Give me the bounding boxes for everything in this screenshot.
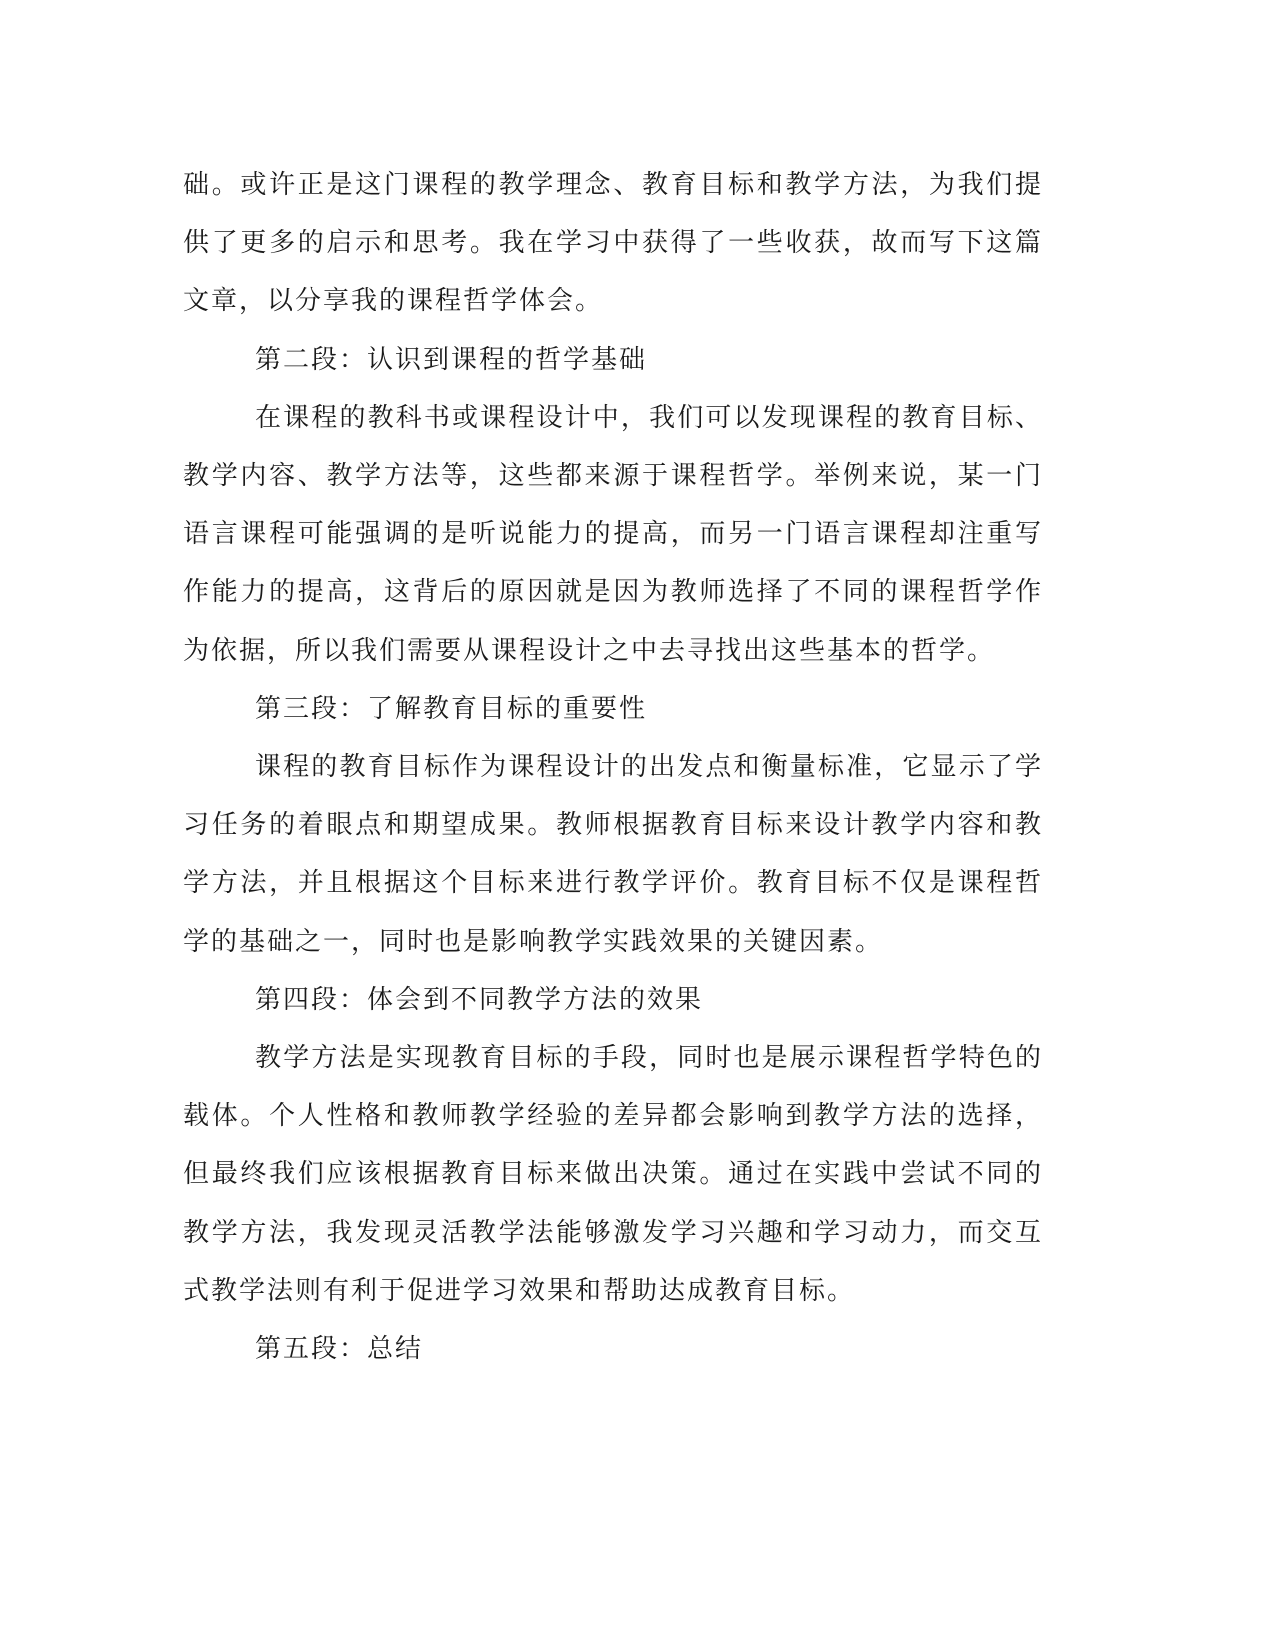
- paragraph-intro-continuation: 础。或许正是这门课程的教学理念、教育目标和教学方法，为我们提供了更多的启示和思考。我在学习中获得了一些收获，故而写下这篇文章，以分享我的课程哲学体会。: [183, 170, 1043, 317]
- document-body: [183, 156, 1043, 1378]
- section-heading-2: 第二段：认识到课程的哲学基础: [255, 344, 648, 375]
- section-heading-4: 第四段：体会到不同教学方法的效果: [255, 984, 704, 1015]
- section-heading-5: 第五段：总结: [255, 1334, 424, 1365]
- paragraph-section-2: 在课程的教科书或课程设计中，我们可以发现课程的教育目标、教学内容、教学方法等，这些都来源于课程哲学。举例来说，某一门语言课程可能强调的是听说能力的提高，而另一门语言课程却注重写作能力的提高，这背后的原因就是因为教师选择了不同的课程哲学作为依据，所以我们需要从课程设计之中去寻找出这些基本的哲学。: [183, 402, 1043, 666]
- paragraph-section-3: 课程的教育目标作为课程设计的出发点和衡量标准，它显示了学习任务的着眼点和期望成果。教师根据教育目标来设计教学内容和教学方法，并且根据这个目标来进行教学评价。教育目标不仅是课程哲学的基础之一，同时也是影响教学实践效果的关键因素。: [183, 752, 1043, 957]
- section-heading-3: 第三段：了解教育目标的重要性: [255, 693, 648, 724]
- paragraph-section-4: 教学方法是实现教育目标的手段，同时也是展示课程哲学特色的载体。个人性格和教师教学经验的差异都会影响到教学方法的选择，但最终我们应该根据教育目标来做出决策。通过在实践中尝试不同的教学方法，我发现灵活教学法能够激发学习兴趣和学习动力，而交互式教学法则有利于促进学习效果和帮助达成教育目标。: [183, 1043, 1043, 1306]
